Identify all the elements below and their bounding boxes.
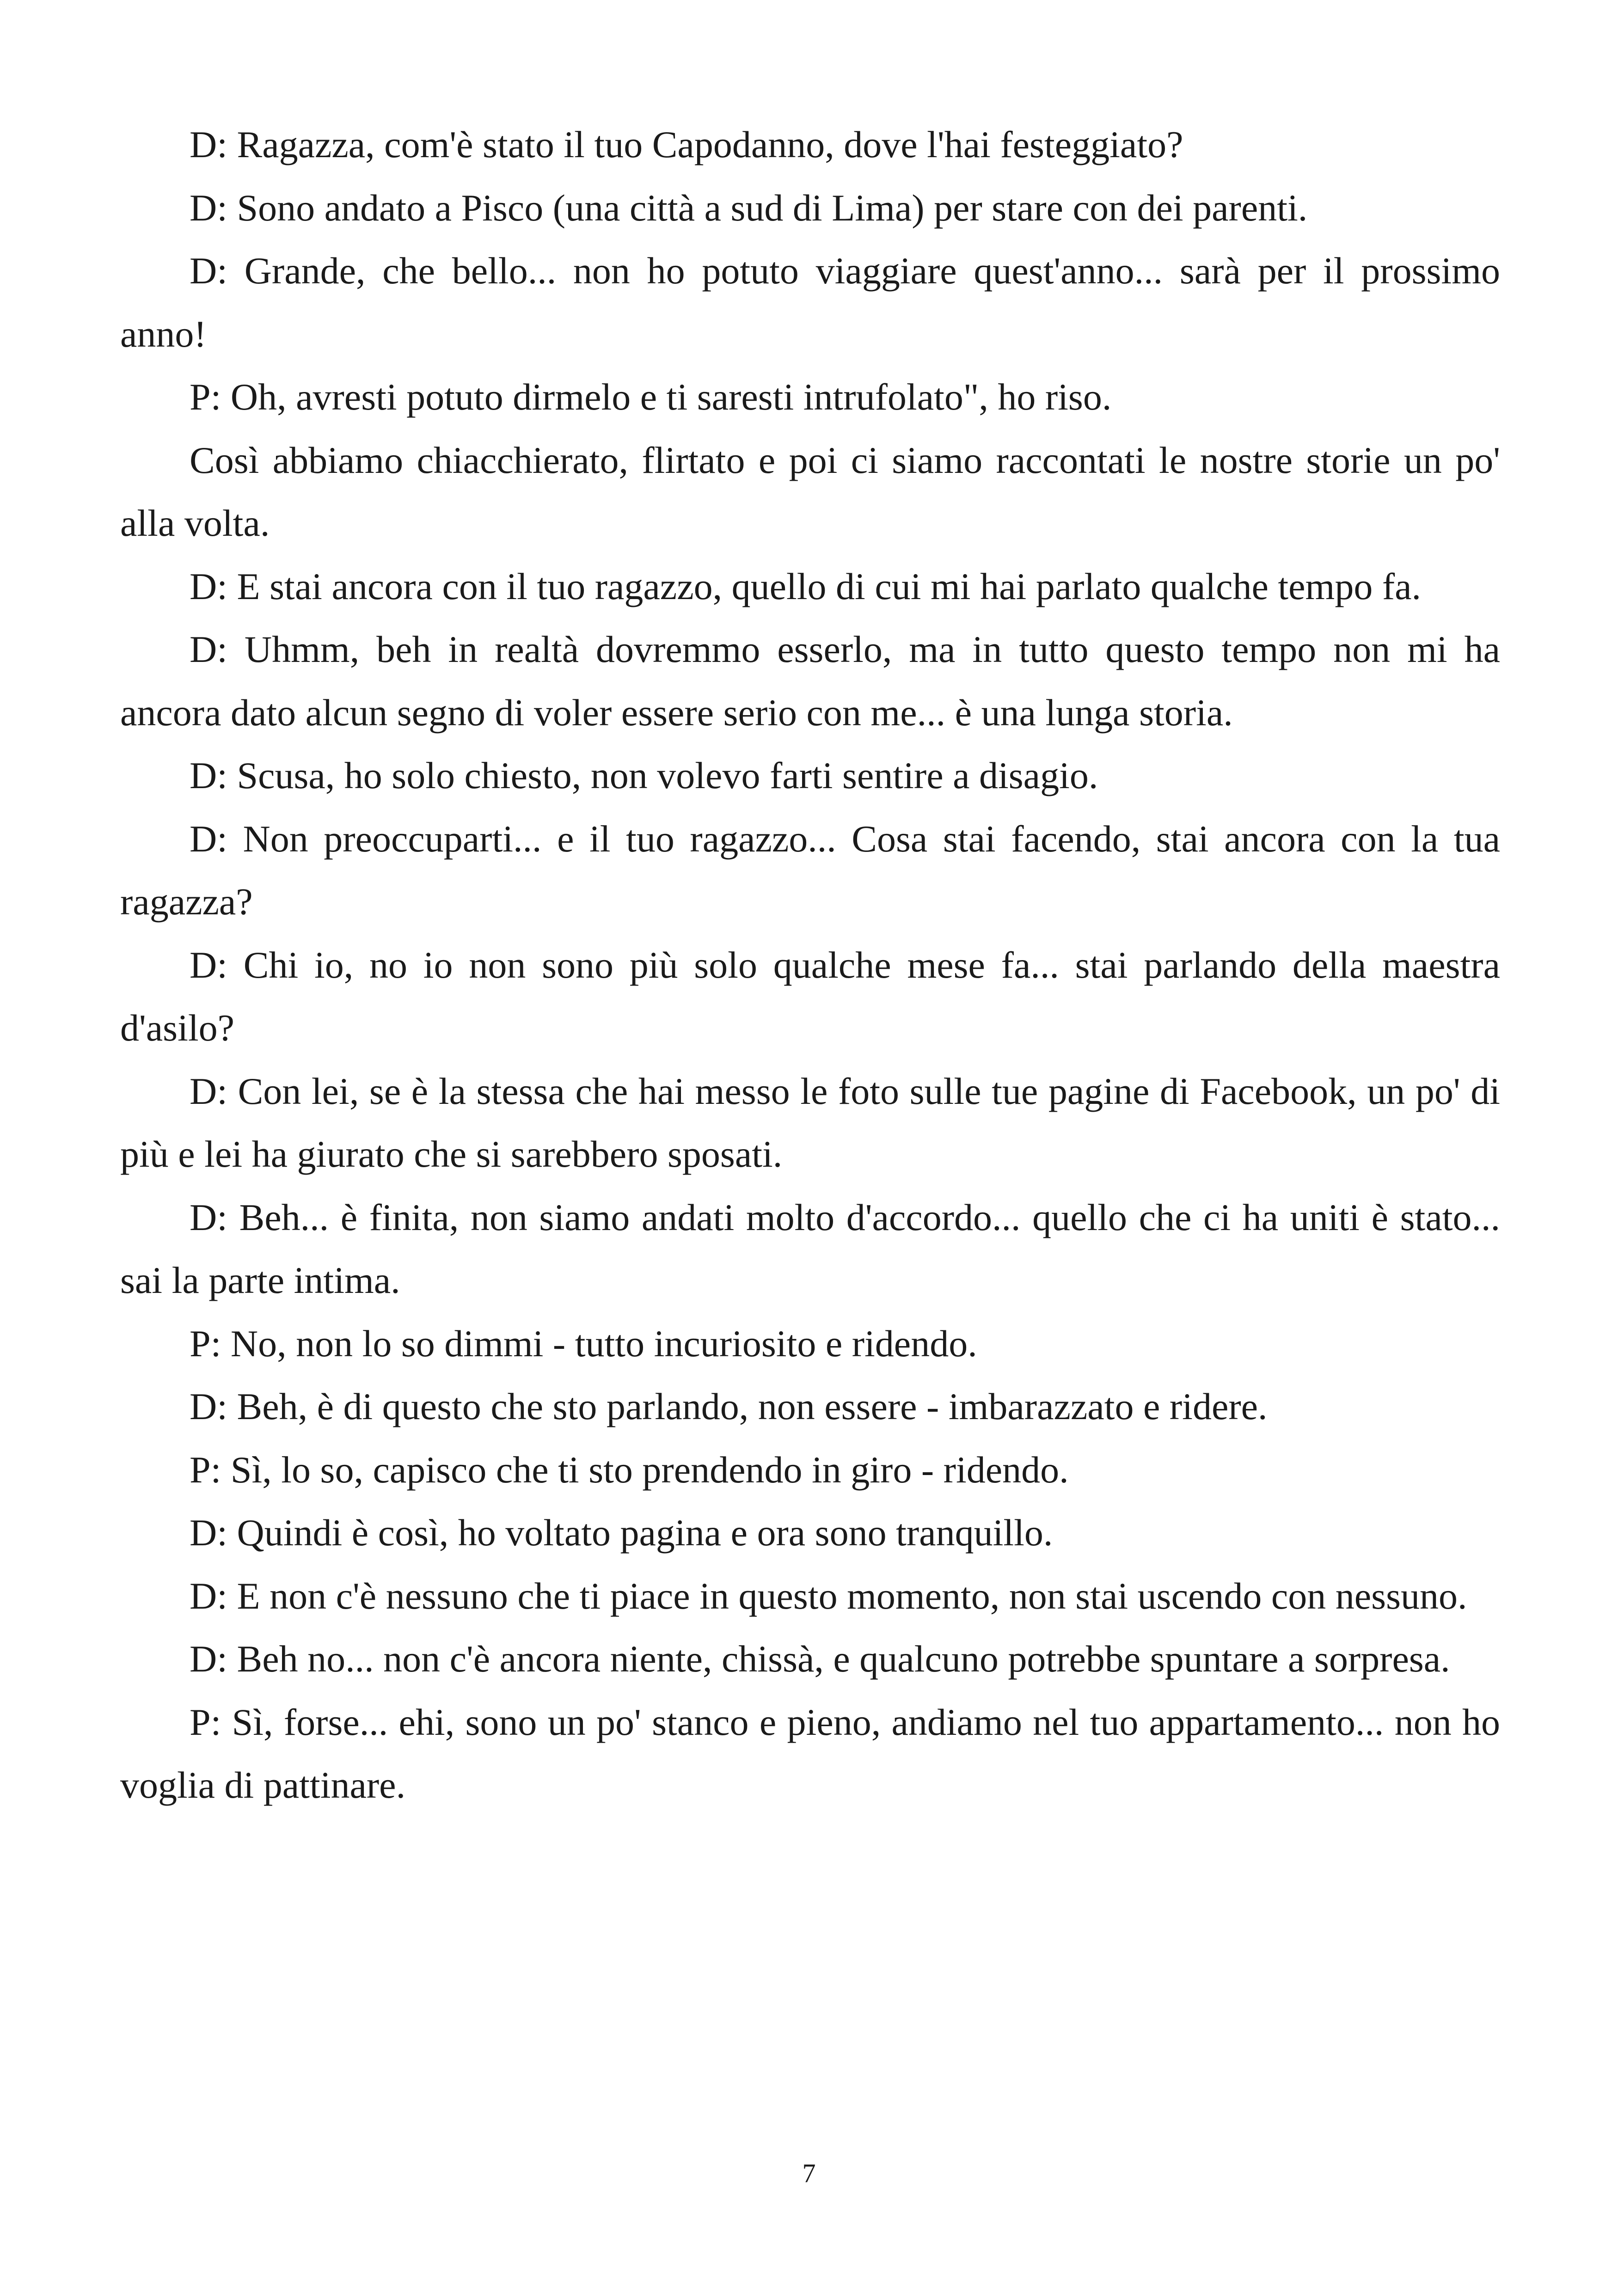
paragraph: D: Chi io, no io non sono più solo qualche mese fa... stai parlando della maestra d'asilo? [120, 943, 1500, 1049]
paragraph: D: Uhmm, beh in realtà dovremmo esserlo, ma in tutto questo tempo non mi ha ancora dato alcun segno di voler essere serio con me... è una lunga storia. [120, 628, 1500, 734]
paragraph: Così abbiamo chiacchierato, flirtato e poi ci siamo raccontati le nostre storie un po' alla volta. [120, 439, 1500, 544]
paragraph: D: Sono andato a Pisco (una città a sud di Lima) per stare con dei parenti. [190, 186, 1308, 229]
page-number: 7 [802, 2158, 816, 2188]
paragraph: P: No, non lo so dimmi - tutto incuriosito e ridendo. [190, 1322, 977, 1365]
paragraph: D: E stai ancora con il tuo ragazzo, quello di cui mi hai parlato qualche tempo fa. [190, 565, 1422, 607]
paragraph: D: Quindi è così, ho voltato pagina e ora sono tranquillo. [190, 1512, 1053, 1554]
paragraph: D: Con lei, se è la stessa che hai messo le foto sulle tue pagine di Facebook, un po' di più e lei ha giurato che si sarebbero sposati. [120, 1070, 1500, 1175]
page-body [120, 113, 1500, 1817]
paragraph: D: Beh, è di questo che sto parlando, non essere - imbarazzato e ridere. [190, 1385, 1268, 1427]
paragraph: D: E non c'è nessuno che ti piace in questo momento, non stai uscendo con nessuno. [190, 1574, 1467, 1617]
paragraph: D: Beh no... non c'è ancora niente, chissà, e qualcuno potrebbe spuntare a sorpresa. [190, 1638, 1450, 1680]
paragraph: P: Oh, avresti potuto dirmelo e ti saresti intrufolato", ho riso. [190, 376, 1112, 418]
paragraph: D: Non preoccuparti... e il tuo ragazzo... Cosa stai facendo, stai ancora con la tua ragazza? [120, 817, 1500, 923]
paragraph: P: Sì, forse... ehi, sono un po' stanco e pieno, andiamo nel tuo appartamento... non ho voglia di pattinare. [120, 1701, 1500, 1806]
paragraph: D: Beh... è finita, non siamo andati molto d'accordo... quello che ci ha uniti è stato... sai la parte intima. [120, 1196, 1500, 1301]
paragraph: D: Ragazza, com'è stato il tuo Capodanno, dove l'hai festeggiato? [190, 123, 1183, 165]
paragraph: D: Scusa, ho solo chiesto, non volevo farti sentire a disagio. [190, 754, 1098, 796]
paragraph: D: Grande, che bello... non ho potuto viaggiare quest'anno... sarà per il prossimo anno! [120, 250, 1500, 355]
paragraph: P: Sì, lo so, capisco che ti sto prendendo in giro - ridendo. [190, 1448, 1069, 1491]
